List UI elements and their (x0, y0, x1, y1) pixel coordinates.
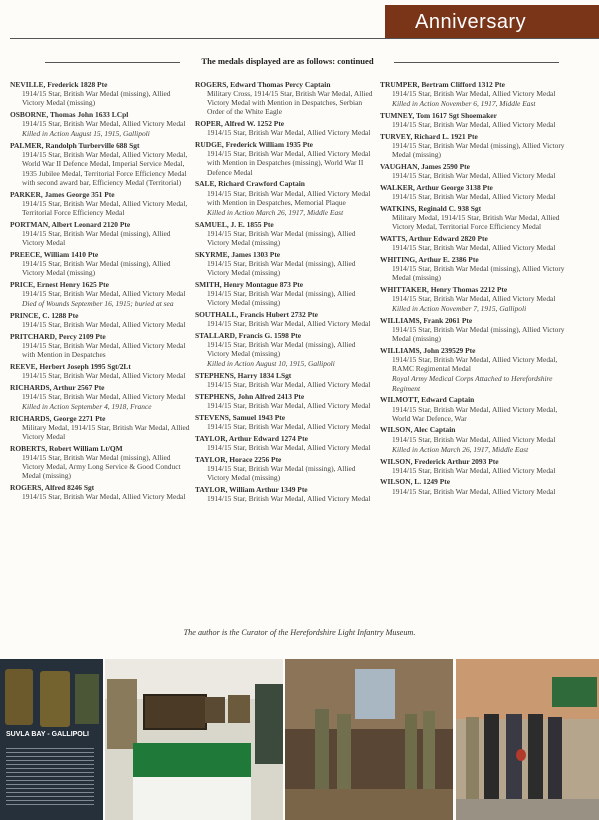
soldier-name: TAYLOR, William Arthur 1349 Pte (195, 484, 308, 494)
medal-list: 1914/15 Star, British War Medal, Allied Victory Medal (392, 171, 556, 181)
medal-list: 1914/15 Star, British War Medal, Allied Victory Medal (22, 492, 186, 502)
frame-image (228, 695, 250, 723)
subhead-rule-left (45, 62, 180, 63)
soldier-name: ROBERTS, Robert William Lt/QM (10, 443, 123, 453)
medal-entry (380, 183, 565, 201)
white-tablecloth-image (133, 777, 251, 820)
service-note: Killed in Action November 6, 1917, Middle East (392, 99, 536, 109)
medal-list: 1914/15 Star, British War Medal (missing), Allied Victory Medal (missing) (207, 258, 356, 277)
person-figure (484, 714, 499, 809)
soldier-name: NEVILLE, Frederick 1828 Pte (10, 80, 108, 89)
service-note: Killed in Action August 10, 1915, Gallipoli (207, 359, 335, 369)
medal-entry (10, 332, 190, 359)
medal-entry (10, 414, 190, 441)
medal-entry (195, 220, 375, 247)
medal-entry (380, 316, 565, 343)
medal-list: 1914/15 Star, British War Medal, Allied Victory Medal (207, 318, 371, 328)
soldier-name: TURVEY, Richard L. 1921 Pte (380, 131, 478, 141)
author-note: The author is the Curator of the Herefordshire Light Infantry Museum. (183, 628, 416, 637)
photo-group-outdoors (456, 659, 599, 820)
person-figure (466, 717, 479, 809)
medal-entry (195, 250, 375, 277)
soldier-name: SKYRME, James 1303 Pte (195, 249, 281, 259)
medal-entry (380, 425, 565, 453)
medal-case-image (5, 669, 33, 725)
medal-entry (195, 413, 375, 431)
medal-entry (380, 162, 565, 180)
soldier-name: ROGERS, Edward Thomas Percy Captain (195, 80, 331, 89)
poster-image (107, 679, 137, 749)
medal-entry (195, 140, 375, 177)
medal-entry (380, 80, 565, 108)
soldier-name: PRINCE, C. 1288 Pte (10, 310, 79, 320)
medal-entry (10, 220, 190, 247)
medal-list: 1914/15 Star, British War Medal, Allied Victory Medal (207, 442, 371, 452)
soldier-name: SAMUEL, J. E. 1855 Pte (195, 219, 274, 229)
soldier-name: WILSON, Frederick Arthur 2093 Pte (380, 456, 499, 466)
soldier-figure (423, 711, 435, 793)
medal-entry (195, 392, 375, 410)
medal-list: 1914/15 Star, British War Medal, Allied Victory Medal (22, 288, 186, 298)
medal-list: 1914/15 Star, British War Medal, Allied Victory Medal, RAMC Regimental Medal (392, 355, 558, 374)
medal-entry (380, 285, 565, 313)
medal-list: 1914/15 Star, British War Medal (missing), Allied Victory Medal (missing) (22, 258, 171, 277)
medal-entry (380, 234, 565, 252)
medal-list: Military Cross, 1914/15 Star, British War Medal, Allied Victory Medal with Mention in Despatches, Serbian Order of the White Eagle (207, 89, 373, 117)
medal-list: 1914/15 Star, British War Medal, Allied Victory Medal (207, 380, 371, 390)
soldier-name: RICHARDS, Arthur 2567 Pte (10, 382, 105, 392)
medal-entry (10, 444, 190, 481)
photo-soldiers-courtyard (285, 659, 453, 820)
frame-image (205, 697, 225, 723)
soldier-name: WILSON, L. 1249 Pte (380, 477, 451, 487)
medal-list: 1914/15 Star, British War Medal (missing), Allied Victory Medal, Army Long Service & Good Conduct Medal (missing) (22, 452, 181, 481)
wreath-image (516, 749, 526, 761)
medal-entry (195, 119, 375, 137)
medal-list: 1914/15 Star, British War Medal, Allied Victory Medal (207, 493, 371, 503)
soldier-name: WILLIAMS, Frank 2061 Pte (380, 315, 473, 325)
soldier-name: TAYLOR, Arthur Edward 1274 Pte (195, 433, 308, 443)
medal-list: 1914/15 Star, British War Medal (missing), Allied Victory Medal (missing) (207, 228, 356, 247)
medal-case-image (40, 671, 70, 727)
service-note: Killed in Action September 4, 1918, France (22, 401, 152, 411)
framed-medals-image (143, 694, 207, 730)
medal-entry (195, 179, 375, 217)
medal-list: 1914/15 Star, British War Medal, Allied Victory Medal (207, 128, 371, 138)
medal-list: 1914/15 Star, British War Medal, Allied Victory Medal (22, 391, 186, 401)
soldier-name: PRITCHARD, Percy 2109 Pte (10, 331, 106, 341)
medal-list: 1914/15 Star, British War Medal, Allied Victory Medal (392, 434, 556, 444)
soldier-name: SALE, Richard Crawford Captain (195, 179, 305, 189)
service-note: Royal Army Medical Corps Attached to Herefordshire Regiment (392, 374, 553, 393)
medal-list: Military Medal, 1914/15 Star, British War Medal, Allied Victory Medal, Territorial Force Efficiency Medal (392, 213, 560, 232)
medal-entry (195, 280, 375, 307)
medal-list: 1914/15 Star, British War Medal (missing), Allied Victory Medal (22, 228, 171, 247)
medal-entry (195, 371, 375, 389)
medal-list: 1914/15 Star, British War Medal, Allied Victory Medal (22, 370, 186, 380)
medal-entry (380, 346, 565, 393)
soldier-name: RICHARDS, George 2271 Pte (10, 413, 106, 423)
soldier-name: WHITTAKER, Henry Thomas 2212 Pte (380, 284, 508, 294)
soldier-name: OSBORNE, Thomas John 1633 LCpl (10, 110, 129, 120)
soldier-name: STALLARD, Francis G. 1598 Pte (195, 330, 302, 340)
medal-entry (380, 255, 565, 282)
medal-column-3 (380, 80, 565, 498)
medal-entry (195, 331, 375, 369)
subhead: The medals displayed are as follows: continued (201, 56, 374, 66)
medal-entry (195, 80, 375, 117)
medal-list: 1914/15 Star, British War Medal, Allied Victory Medal (392, 465, 556, 475)
soldier-name: TUMNEY, Tom 1617 Sgt Shoemaker (380, 111, 497, 121)
medal-entry (380, 477, 565, 495)
soldier-name: PREECE, William 1410 Pte (10, 249, 99, 259)
service-note: Killed in Action March 26, 1917, Middle East (207, 207, 344, 217)
green-tent-image (552, 677, 597, 707)
medal-entry (10, 110, 190, 138)
medal-entry (380, 111, 565, 129)
medal-entry (10, 362, 190, 380)
pavement-image (456, 799, 599, 820)
banner-stand-image (255, 684, 283, 764)
service-note: Killed in Action August 15, 1915, Gallipoli (22, 129, 150, 139)
medal-list: Military Medal, 1914/15 Star, British War Medal, Allied Victory Medal (22, 422, 190, 441)
medal-entry (10, 190, 190, 217)
medal-list: 1914/15 Star, British War Medal (missing), Allied Victory Medal (missing) (207, 339, 356, 358)
medal-list: 1914/15 Star, British War Medal, Allied Victory Medal (207, 400, 371, 410)
medal-list: 1914/15 Star, British War Medal, Allied Victory Medal (392, 243, 556, 253)
soldier-name: STEPHENS, Harry 1834 LSgt (195, 370, 292, 380)
medal-list: 1914/15 Star, British War Medal, Allied Victory Medal (22, 319, 186, 329)
soldier-name: STEPHENS, John Alfred 2413 Pte (195, 391, 305, 401)
green-tablecloth-image (133, 743, 251, 777)
soldier-name: REEVE, Herbert Joseph 1995 Sgt/2Lt (10, 361, 131, 371)
soldier-name: WILLIAMS, John 239529 Pte (380, 346, 476, 355)
medal-list: 1914/15 Star, British War Medal, Allied Victory Medal (392, 486, 556, 496)
soldier-name: TRUMPER, Bertram Clifford 1312 Pte (380, 80, 505, 89)
soldier-name: WILSON, Alec Captain (380, 425, 456, 435)
soldier-name: WATTS, Arthur Edward 2820 Pte (380, 233, 488, 243)
soldier-name: PALMER, Randolph Turberville 688 Sgt (10, 141, 140, 151)
medal-list: 1914/15 Star, British War Medal, Allied Victory Medal with Mention in Despatches, Memorial Plaque (207, 188, 371, 207)
medal-list: 1914/15 Star, British War Medal (missing), Allied Victory Medal (missing) (392, 325, 565, 344)
medal-list: 1914/15 Star, British War Medal, Allied Victory Medal (392, 192, 556, 202)
soldier-name: VAUGHAN, James 2590 Pte (380, 162, 470, 172)
medal-entry (380, 204, 565, 231)
soldier-name: ROGERS, Alfred 8246 Sgt (10, 482, 95, 492)
medal-list: 1914/15 Star, British War Medal, Allied Victory Medal (392, 89, 556, 99)
header-rule (10, 38, 599, 39)
soldier-figure (405, 714, 417, 794)
medal-entry (10, 141, 190, 187)
soldier-name: WHITING, Arthur E. 2386 Pte (380, 254, 479, 264)
plaque-title: SUVLA BAY - GALLIPOLI (6, 731, 89, 738)
medal-list: 1914/15 Star, British War Medal, Allied Victory Medal (392, 294, 556, 304)
medal-entry (10, 280, 190, 308)
medal-column-1 (10, 80, 190, 504)
plaque-text-block (6, 745, 94, 805)
soldier-name: PARKER, James George 351 Pte (10, 189, 115, 199)
medal-entry (195, 434, 375, 452)
soldier-name: TAYLOR, Horace 2256 Pte (195, 454, 282, 464)
medal-entry (195, 310, 375, 328)
medal-list: 1914/15 Star, British War Medal (missing), Allied Victory Medal (missing) (207, 288, 356, 307)
medal-list: 1914/15 Star, British War Medal (missing), Allied Victory Medal (missing) (392, 263, 565, 283)
medal-entry (10, 483, 190, 501)
medal-entry (10, 80, 190, 107)
soldier-name: PRICE, Ernest Henry 1625 Pte (10, 279, 109, 289)
medal-column-2 (195, 80, 375, 505)
medal-entry (380, 395, 565, 422)
medal-entry (10, 383, 190, 411)
medal-list: 1914/15 Star, British War Medal (missing), Allied Victory Medal (missing) (22, 89, 171, 108)
soldier-name: RUDGE, Frederick William 1935 Pte (195, 140, 313, 150)
soldier-name: WALKER, Arthur George 3138 Pte (380, 182, 493, 192)
soldier-name: ROPER, Alfred W. 1252 Pte (195, 119, 285, 129)
medal-list: 1914/15 Star, British War Medal, Allied Victory Medal (207, 421, 371, 431)
service-note: Killed in Action March 26, 1917, Middle East (392, 444, 529, 454)
section-banner: Anniversary (385, 5, 599, 39)
soldier-name: WILMOTT, Edward Captain (380, 395, 475, 405)
medal-list: 1914/15 Star, British War Medal (missing), Allied Victory Medal (missing) (392, 141, 565, 160)
person-figure (506, 714, 522, 809)
person-figure (528, 714, 543, 809)
soldier-name: WATKINS, Reginald C. 938 Sgt (380, 203, 482, 213)
soldier-name: SMITH, Henry Montague 873 Pte (195, 279, 304, 289)
medal-entry (195, 455, 375, 482)
soldier-name: PORTMAN, Albert Leonard 2120 Pte (10, 219, 131, 229)
soldier-name: SOUTHALL, Francis Hubert 2732 Pte (195, 309, 318, 319)
medal-list: 1914/15 Star, British War Medal, Allied Victory Medal, Territorial Force Efficiency Medal (22, 198, 188, 217)
photo-display-table (105, 659, 283, 820)
person-figure (548, 717, 562, 809)
medal-entry (10, 311, 190, 329)
medal-case-image (75, 674, 99, 724)
medal-list: 1914/15 Star, British War Medal, Allied Victory Medal (22, 119, 186, 129)
soldier-name: STEVENS, Samuel 1943 Pte (195, 412, 286, 422)
medal-entry (10, 250, 190, 277)
photo-plaque (0, 659, 103, 820)
medal-list: 1914/15 Star, British War Medal, Allied Victory Medal with Mention in Despatches (missing), World War II Defence Medal (207, 149, 371, 177)
medal-list: 1914/15 Star, British War Medal, Allied Victory Medal, World War II Defence Medal, Imperial Service Medal, 1935 Jubilee Medal, Territorial Force Efficiency Medal with second award bar, Efficiency Medal (Territorial) (22, 150, 188, 187)
medal-list: 1914/15 Star, British War Medal, Allied Victory Medal with Mention in Despatches (22, 340, 186, 359)
medal-entry (195, 485, 375, 503)
ground-image (285, 789, 453, 820)
medal-list: 1914/15 Star, British War Medal, Allied Victory Medal, World War Defence, War (392, 404, 558, 423)
medal-entry (380, 457, 565, 475)
subhead-rule-right (394, 62, 559, 63)
window-image (355, 669, 395, 719)
medal-list: 1914/15 Star, British War Medal (missing), Allied Victory Medal (missing) (207, 463, 356, 482)
medal-entry (380, 132, 565, 159)
service-note: Died of Wounds September 16, 1915; buried at sea (22, 299, 174, 308)
service-note: Killed in Action November 7, 1915, Gallipoli (392, 304, 527, 314)
medal-list: 1914/15 Star, British War Medal, Allied Victory Medal (392, 120, 556, 130)
